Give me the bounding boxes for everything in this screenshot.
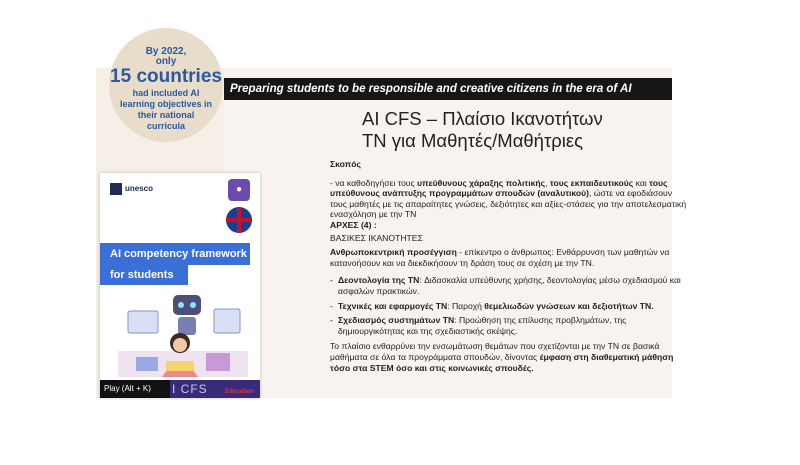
stat-rest: had included AI learning objectives in their national curricula bbox=[119, 88, 213, 131]
stat-number: 15 countries bbox=[110, 66, 222, 87]
goal-title: Σκοπός bbox=[330, 159, 361, 169]
slide-body bbox=[330, 159, 690, 373]
stat-line1: By 2022, bbox=[145, 46, 187, 57]
slide-heading bbox=[362, 108, 603, 152]
uk-flag-icon bbox=[226, 207, 252, 233]
stat-circle bbox=[109, 28, 223, 142]
core-competencies: ΒΑΣΙΚΕΣ ΙΚΑΝΟΤΗΤΕΣ bbox=[330, 232, 423, 243]
list-item: - Σχεδιασμός συστημάτων TN: Προώθηση της επίλυσης προβλημάτων, της δημιουργικότητας και της σχεδιαστικής σκέψης. bbox=[330, 315, 690, 336]
heading-line1: AI CFS – Πλαίσιο Ικανοτήτων bbox=[362, 108, 603, 129]
closing-text: Το πλαίσιο ενθαρρύνει την ενσωμάτωση θεμάτων που σχετίζονται με την TN σε βασικά μαθήματα σε όλα τα προγράμματα σπουδών, δίνοντας έμφαση στη διαθεματική μάθηση τόσο στα STEM όσο και στις κοινωνικές σπουδές. bbox=[330, 341, 674, 373]
cover-title-line2: for students bbox=[100, 265, 188, 285]
heading-line2: TN για Μαθητές/Μαθήτριες bbox=[362, 130, 584, 151]
framework-cover bbox=[100, 173, 260, 398]
student-robot-illustration bbox=[118, 291, 248, 377]
principles-title: ΑΡΧΕΣ (4) : bbox=[330, 219, 377, 230]
cover-education-label: Education bbox=[224, 389, 254, 395]
goal-text: - να καθοδηγήσει τους υπεύθυνους χάραξης πολιτικής, τους εκπαιδευτικούς και τους υπεύθυνους ανάπτυξης προγραμμάτων σπουδών (αναλυτικού), ώστε να εφοδιάσουν τους μαθητές με τις απαραίτητες γνώσεις, δεξιότητες και αξίες-στάσεις για την αποτελεσματική ενασχόληση με την TN bbox=[330, 177, 687, 220]
play-button[interactable]: Play (Alt + K) bbox=[100, 380, 170, 398]
slide-banner: Preparing students to be responsible and creative citizens in the era of AI bbox=[224, 78, 672, 100]
human-centred: Ανθρωποκεντρική προσέγγιση - επίκεντρο ο άνθρωπος: Ενθάρρυνση των μαθητών να κατανοήσουν και να διεκδικήσουν τη δράση τους σε σχέση με την TN. bbox=[330, 247, 670, 268]
unesco-logo: unesco bbox=[110, 183, 153, 195]
cover-title-line1: AI competency framework bbox=[100, 243, 250, 265]
unesco-temple-icon bbox=[110, 183, 122, 195]
cover-lcfs: I CFS bbox=[172, 382, 208, 396]
list-item: - Τεχνικές και εφαρμογές TN: Παροχή θεμελιωδών γνώσεων και δεξιοτήτων TN. bbox=[330, 301, 690, 312]
badge-icon: ● bbox=[228, 179, 250, 201]
list-item: - Δεοντολογία της TN: Διδασκαλία υπεύθυνης χρήσης, δεοντολογίας μέσω σχεδιασμού και ασφαλών πρακτικών. bbox=[330, 275, 690, 296]
stat-line2: only bbox=[155, 56, 177, 67]
